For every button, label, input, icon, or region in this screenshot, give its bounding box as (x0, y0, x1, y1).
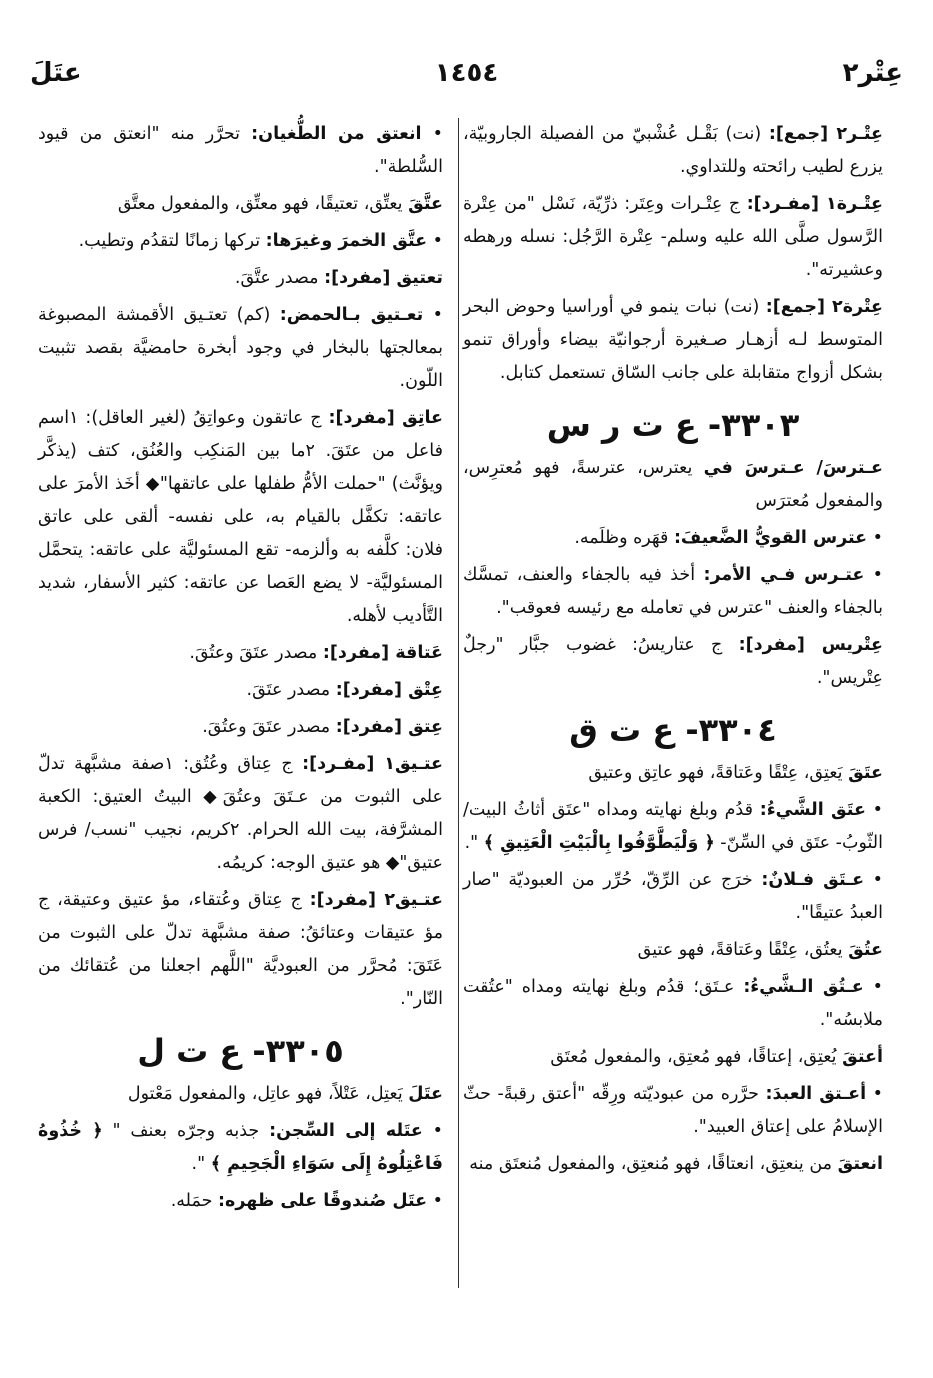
entry-text: (نت) نبات ينمو في أوراسيا وحوض البحر المتوسط لـه أزهـار صـغيرة أرجوانيّة بيضاء وأوراق تنمو بشكل أزواج متقابلة على جانب السّاق تستعمل كتابل. (463, 297, 883, 383)
entry-headword: عتـيق٢ [مفرد]: (309, 890, 443, 910)
entry-paragraph (38, 711, 443, 744)
entry-headword: عتَلَ (408, 1084, 443, 1104)
entry-text: يُعتِق، إعتاقًا، فهو مُعتِق، والمفعول مُعتَق (550, 1047, 843, 1067)
entry-headword: تعـتيق بـالحمض: (279, 305, 424, 325)
entry-headword: عتَقَ (848, 763, 883, 783)
definition-bullet (463, 864, 883, 930)
entry-paragraph (463, 1041, 883, 1074)
entry-text: مصدر عتَقَ وعتُقَ. (202, 717, 336, 737)
entry-headword: عِتْرة٢ [جمع]: (765, 297, 884, 317)
entry-text-tail: ". (464, 833, 484, 853)
entry-text: من ينعتِق، انعتاقًا، فهو مُنعتِق، والمفعول مُنعتَق منه (469, 1154, 838, 1174)
entry-text: عـتَق؛ قدُم وبلغ نهايته ومداه "عتُقت ملابسُه". (463, 977, 883, 1030)
entry-headword: عترس القويُّ الضَّعيفَ: (673, 528, 868, 548)
entry-text: ج عِتاق وعُتُق: ١صفة مشبَّهة تدلّ على الثبوت من عـتَقَ وعتُقَ◆ البيتُ العتيق: الكعبة المشرَّفة، بيت الله الحرام. ٢كريم، نجيب "نسب/ فرس عتيق"◆ هو عتيق الوجه: كريمُه. (38, 754, 443, 873)
entry-headword: أعـتق العبدَ: (765, 1084, 867, 1104)
entry-headword: عاتِق [مفرد]: (328, 408, 443, 428)
entry-headword: عتـرس فـي الأمر: (703, 565, 865, 585)
entry-text: جذبه وجرّه بعنف " (102, 1121, 270, 1141)
entry-text: حمَله. (170, 1191, 218, 1211)
entry-paragraph (38, 674, 443, 707)
definition-bullet (38, 225, 443, 258)
entry-headword: عَتاقة [مفرد]: (322, 643, 443, 663)
entry-text: ج عتاريسُ: غضوب جبَّار "رجلٌ عِتْريس". (463, 635, 883, 688)
entry-paragraph (38, 402, 443, 633)
entry-headword: عتَله إلى السِّجن: (269, 1121, 423, 1141)
entry-text: يعتِّق، تعتيقًا، فهو معتِّق، والمفعول معتَّق (117, 194, 409, 214)
entry-paragraph (38, 884, 443, 1016)
right-column (463, 118, 883, 1185)
entry-headword: عتـيق١ [مفـرد]: (302, 754, 443, 774)
left-column (38, 118, 443, 1222)
entry-paragraph (38, 1078, 443, 1111)
definition-bullet (463, 522, 883, 555)
entry-paragraph (463, 118, 883, 184)
entry-headword: انعتق من الطُّغيان: (251, 124, 422, 144)
entry-text: يعتُق، عِتْقًا وعَتاقةً، فهو عتيق (637, 940, 849, 960)
entry-text: تحرَّر منه "انعتق من قيود السُّلطة". (38, 124, 443, 177)
entry-paragraph (463, 452, 883, 518)
quran-quote: ﴿ وَلْيَطَّوَّفُوا بِالْبَيْتِ الْعَتِيقِ ﴾ (483, 833, 715, 853)
entry-text: حرَّره من عبوديّته ورِقّه "أعتق رقبةً- حثّ الإسلامُ على إعتاق العبيد". (463, 1084, 883, 1137)
entry-paragraph (38, 262, 443, 295)
header-guide-word-right: عِتْر٢ (842, 58, 903, 88)
quran-quote: ﴿ خُذُوهُ فَاعْتِلُوهُ إِلَى سَوَاءِ الْجَحِيمِ ﴾ (38, 1121, 443, 1174)
definition-bullet (38, 118, 443, 184)
page-number: ١٤٥٤ (434, 58, 499, 88)
entry-paragraph (463, 188, 883, 287)
entry-headword: عِتْق [مفرد]: (335, 680, 443, 700)
entry-text: مصدر عتَقَ. (246, 680, 336, 700)
entry-text: (كم) تعتـيق الأقمشة المصبوغة بمعالجتها بالبخار في وجود أبخرة حامضيَّة بقصد تثبيت اللّون. (38, 305, 443, 391)
entry-text: (نت) بَقْـل عُشْبيّ من الفصيلة الجاروبيّة، يزرع لطيب رائحته وللتداوي. (463, 124, 883, 177)
entry-headword: أعتقَ (842, 1047, 883, 1067)
definition-bullet (38, 299, 443, 398)
entry-headword: عتُقَ (848, 940, 883, 960)
entry-headword: عـترسَ/ عـترسَ في (703, 458, 883, 478)
entry-headword: عِتق [مفرد]: (335, 717, 443, 737)
entry-text: مصدر عتَّقَ. (234, 268, 325, 288)
entry-text: قدُم وبلغ نهايته ومداه "عتَق أثاثُ البيت/ الثّوبُ- عتَق في السِّنّ- (463, 800, 883, 853)
entry-headword: تعتيق [مفرد]: (324, 268, 443, 288)
entry-paragraph (463, 629, 883, 695)
entry-text: ج عِتْـرات وعِتَر: ذرِّيّة، نَسْل "من عِتْرة الرَّسول صلَّى الله عليه وسلم- عِتْرة الرَّجُل: نسله ورهطه وعشيرته". (463, 194, 883, 280)
entry-paragraph (463, 291, 883, 390)
definition-bullet (38, 1185, 443, 1218)
entry-headword: عـتُق الـشَّيءُ: (743, 977, 864, 997)
root-heading: ٣٣٠٥- ع ت ل (137, 1032, 344, 1070)
entry-text: يَعتِق، عِتْقًا وعَتاقةً، فهو عاتِق وعتيق (588, 763, 849, 783)
entry-headword: عِتْـر٢ [جمع]: (768, 124, 883, 144)
entry-headword: عتَق الشَّيءُ: (759, 800, 866, 820)
entry-text: أخذ فيه بالجفاء والعنف، تمسَّك بالجفاء والعنف "عترس في تعامله مع رئيسه فعوقب". (463, 565, 883, 618)
header-guide-word-left: عتَلَ (30, 58, 82, 88)
definition-bullet (463, 971, 883, 1037)
definition-bullet (463, 794, 883, 860)
page-header (30, 58, 903, 98)
entry-headword: عتَل صُندوقًا على ظهره: (217, 1191, 428, 1211)
entry-headword: عـتَق فـلانٌ: (761, 870, 865, 890)
entry-paragraph (38, 748, 443, 880)
definition-bullet (38, 1115, 443, 1181)
entry-paragraph (38, 637, 443, 670)
entry-text: خرَج عن الرِّقّ، حُرِّر من العبوديّة "صار العبدُ عتيقًا". (463, 870, 883, 923)
definition-bullet (463, 559, 883, 625)
root-heading: ٣٣٠٤- ع ت ق (569, 711, 777, 749)
entry-paragraph (463, 934, 883, 967)
entry-text: ج عاتقون وعواتِقُ (لغير العاقل): ١اسم فاعل من عتَقَ. ٢ما بين المَنكِب والعُنُق، كتف (يذكَّر ويؤنَّث) "حملت الأمُّ طفلها على عاتقها"◆ أخَذ الأمرَ على عاتقه: تكفَّل بالقيام به، على نفسه- ألقى على عاتق فلان: كلَّفه به وألزمه- تقع المسئوليَّة على عاتقه: يتحمَّل المسئوليَّة- لا يضع العَصا عن عاتقه: كثير الأسفار، شديد التَّأديب لأهله. (38, 408, 443, 626)
entry-headword: عتَّقَ (408, 194, 443, 214)
entry-text-tail: ". (191, 1154, 211, 1174)
entry-paragraph (38, 188, 443, 221)
entry-text: ج عِتاق وعُتقاء، مؤ عتيق وعتيقة، ج مؤ عتيقات وعتائقُ: صفة مشبَّهة تدلّ على الثبوت من عَتَقَ: مُحرَّر من العبوديَّة "اللَّهم اجعلنا من عُتقائك من النّار". (38, 890, 443, 1009)
entry-text: قهَره وظلَمه. (574, 528, 674, 548)
definition-bullet (463, 1078, 883, 1144)
entry-headword: انعتقَ (837, 1154, 883, 1174)
entry-headword: عِتْـرة١ [مفـرد]: (746, 194, 883, 214)
entry-headword: عتَّق الخمرَ وغيرَها: (265, 231, 428, 251)
entry-paragraph (463, 1148, 883, 1181)
entry-text: يعترس، عترسةً، فهو مُعترِس، والمفعول مُعترَس (463, 458, 883, 511)
column-divider (458, 118, 459, 1288)
entry-paragraph (463, 757, 883, 790)
entry-text: يَعتِل، عَتْلاً، فهو عاتِل، والمفعول مَعْتول (127, 1084, 409, 1104)
root-heading: ٣٣٠٣- ع ت ر س (546, 406, 800, 444)
entry-headword: عِتْريس [مفرد]: (738, 635, 883, 655)
entry-text: مصدر عتَقَ وعتُقَ. (189, 643, 323, 663)
entry-text: تركها زمانًا لتقدُم وتطيب. (78, 231, 266, 251)
